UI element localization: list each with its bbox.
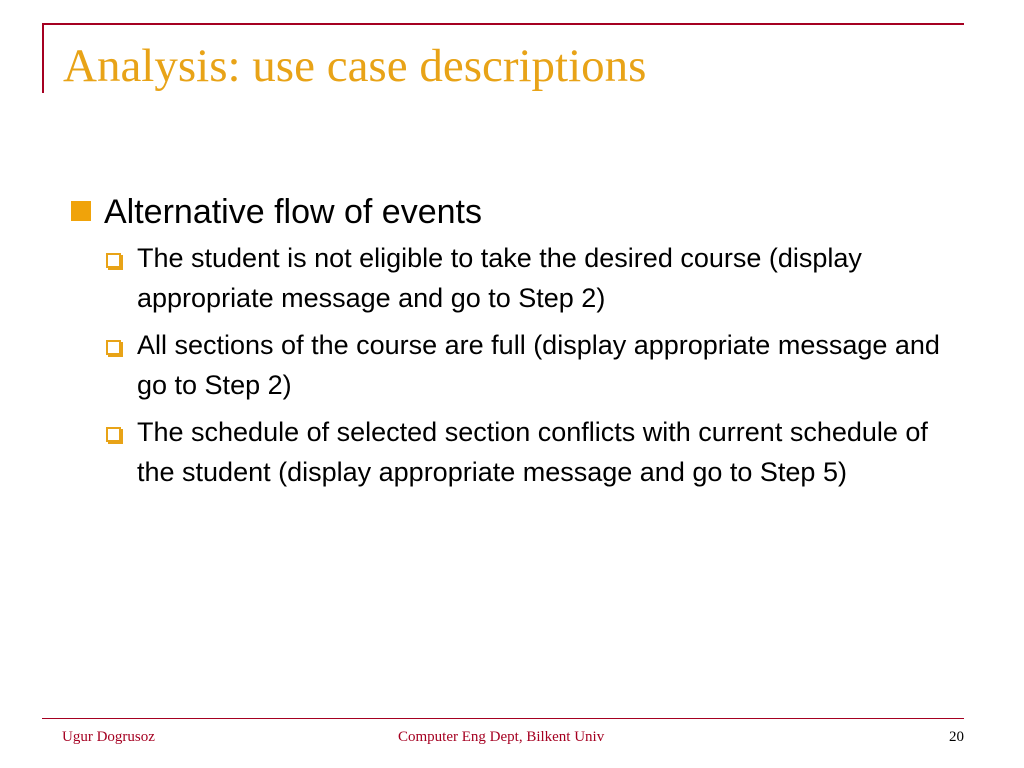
filled-square-bullet-icon [71, 201, 91, 221]
title-frame-left-rule [42, 23, 44, 93]
sub-bullet-text: The student is not eligible to take the desired course (display appropriate message and go to Step 2) [137, 243, 862, 313]
hollow-square-bullet-icon [106, 340, 121, 355]
main-bullet-item [70, 190, 970, 234]
footer-rule [42, 718, 964, 719]
slide-title: Analysis: use case descriptions [63, 40, 647, 92]
sub-bullet-item [70, 412, 970, 492]
sub-bullet-list [70, 238, 970, 492]
page-number: 20 [949, 729, 964, 745]
sub-bullet-item [70, 325, 970, 405]
hollow-square-bullet-icon [106, 427, 121, 442]
sub-bullet-text: The schedule of selected section conflicts with current schedule of the student (display appropriate message and go to Step 5) [137, 417, 928, 487]
sub-bullet-item [70, 238, 970, 318]
footer-author: Ugur Dogrusoz [62, 729, 155, 745]
hollow-square-bullet-icon [106, 253, 121, 268]
sub-bullet-text: All sections of the course are full (display appropriate message and go to Step 2) [137, 330, 940, 400]
main-bullet-text: Alternative flow of events [104, 193, 482, 231]
title-frame-top-rule [42, 23, 964, 25]
footer-department: Computer Eng Dept, Bilkent Univ [398, 729, 605, 745]
slide-content [70, 190, 970, 499]
